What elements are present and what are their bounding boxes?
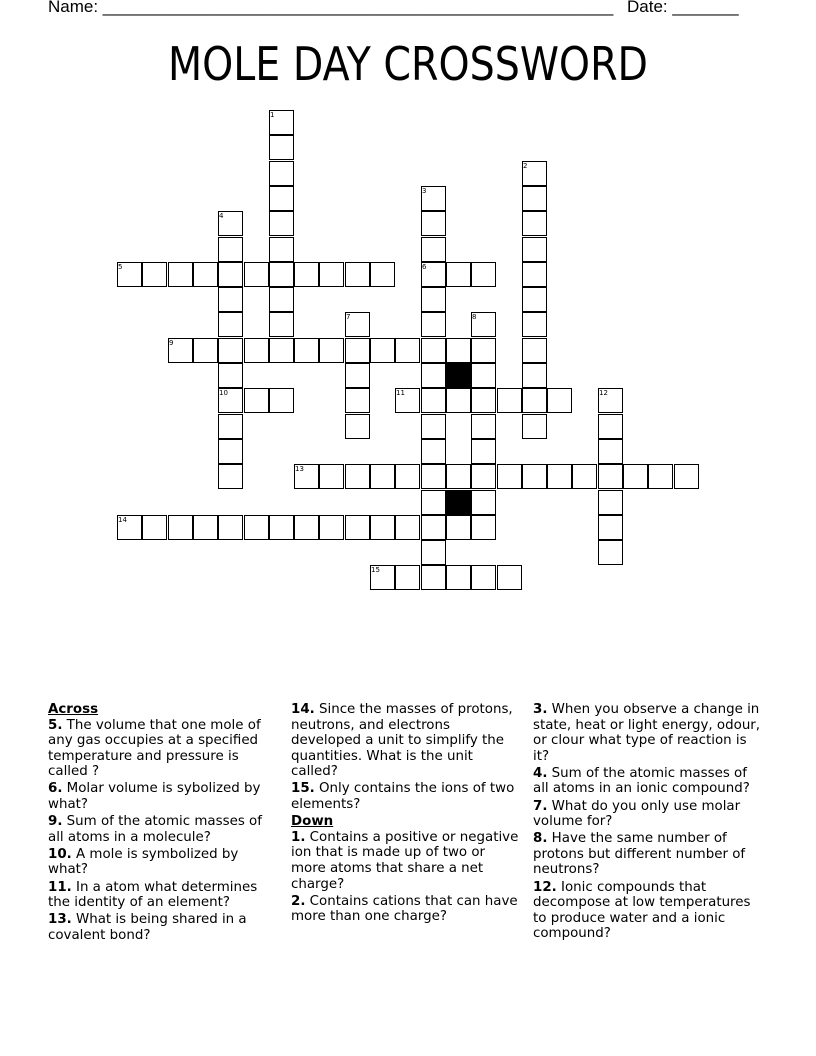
clue-number-label: 8 xyxy=(472,313,477,321)
grid-cell[interactable] xyxy=(497,388,522,413)
clue-text: Contains cations that can have more than one charge? xyxy=(291,893,518,925)
grid-cell[interactable] xyxy=(598,414,623,439)
clue-text: What is being shared in a covalent bond? xyxy=(48,912,247,943)
grid-cell[interactable] xyxy=(269,515,294,540)
grid-cell[interactable] xyxy=(218,287,243,312)
clue-number-label: 3 xyxy=(422,187,427,195)
grid-cell[interactable] xyxy=(598,490,623,515)
grid-cell[interactable] xyxy=(497,565,522,590)
grid-cell[interactable] xyxy=(421,211,446,236)
grid-cell[interactable] xyxy=(244,338,269,363)
grid-cell[interactable] xyxy=(142,515,167,540)
grid-cell[interactable] xyxy=(598,439,623,464)
clue-text: The volume that one mole of any gas occupies at a specified temperature and pressure is called ? xyxy=(48,717,261,780)
grid-cell[interactable] xyxy=(623,464,648,489)
clue-number-label: 13 xyxy=(295,465,304,473)
clue-text: In a atom what determines the identity of an element? xyxy=(48,879,258,911)
grid-cell[interactable] xyxy=(294,515,319,540)
clue-number: 13. xyxy=(48,912,72,928)
date-field[interactable]: Date: _______ xyxy=(627,0,739,16)
clue-text: Sum of the atomic masses of all atoms in an ionic compound? xyxy=(533,765,750,797)
clue-down-3 xyxy=(533,702,765,764)
grid-cell[interactable] xyxy=(522,414,547,439)
grid-cell[interactable] xyxy=(117,515,142,540)
grid-cell[interactable] xyxy=(446,338,471,363)
grid-cell[interactable] xyxy=(421,363,446,388)
grid-cell[interactable] xyxy=(218,262,243,287)
grid-cell[interactable] xyxy=(471,262,496,287)
clue-text: Molar volume is sybolized by what? xyxy=(48,781,261,813)
grid-cell[interactable] xyxy=(648,464,673,489)
grid-cell[interactable] xyxy=(421,262,446,287)
clue-across-9 xyxy=(48,814,280,845)
grid-cell[interactable] xyxy=(319,464,344,489)
grid-cell[interactable] xyxy=(269,110,294,135)
blocked-cell xyxy=(446,490,471,515)
clue-number: 1. xyxy=(291,829,306,845)
grid-cell[interactable] xyxy=(294,338,319,363)
grid-cell[interactable] xyxy=(218,312,243,337)
grid-cell[interactable] xyxy=(446,565,471,590)
grid-cell[interactable] xyxy=(244,515,269,540)
clue-number-label: 6 xyxy=(422,263,427,271)
grid-cell[interactable] xyxy=(421,186,446,211)
grid-cell[interactable] xyxy=(471,439,496,464)
grid-cell[interactable] xyxy=(345,363,370,388)
grid-cell[interactable] xyxy=(269,338,294,363)
clue-number-label: 2 xyxy=(523,162,528,170)
clue-text: Since the masses of protons, neutrons, and electrons developed a unit to simplify the quantities. What is the unit called? xyxy=(291,702,513,780)
grid-cell[interactable] xyxy=(218,439,243,464)
grid-cell[interactable] xyxy=(345,262,370,287)
grid-cell[interactable] xyxy=(522,287,547,312)
grid-cell[interactable] xyxy=(193,515,218,540)
grid-cell[interactable] xyxy=(142,262,167,287)
clue-number-label: 7 xyxy=(346,313,351,321)
grid-cell[interactable] xyxy=(572,464,597,489)
grid-cell[interactable] xyxy=(269,388,294,413)
grid-cell[interactable] xyxy=(446,464,471,489)
grid-cell[interactable] xyxy=(598,464,623,489)
grid-cell[interactable] xyxy=(395,515,420,540)
grid-cell[interactable] xyxy=(471,565,496,590)
clue-across-11 xyxy=(48,880,280,911)
grid-cell[interactable] xyxy=(345,338,370,363)
grid-cell[interactable] xyxy=(218,388,243,413)
grid-cell[interactable] xyxy=(395,388,420,413)
clue-text: Ionic compounds that decompose at low temperatures to produce water and a ionic compound? xyxy=(533,879,751,942)
clue-text: Only contains the ions of two elements? xyxy=(291,781,515,813)
grid-cell[interactable] xyxy=(269,186,294,211)
clue-number: 10. xyxy=(48,846,72,862)
grid-cell[interactable] xyxy=(370,515,395,540)
clue-across-6 xyxy=(48,781,280,812)
clue-number-label: 11 xyxy=(396,389,405,397)
grid-cell[interactable] xyxy=(522,211,547,236)
clue-column-1 xyxy=(48,702,280,945)
clue-number: 4. xyxy=(533,765,548,781)
grid-cell[interactable] xyxy=(168,262,193,287)
clue-number-label: 5 xyxy=(118,263,123,271)
grid-cell[interactable] xyxy=(421,439,446,464)
grid-cell[interactable] xyxy=(522,186,547,211)
grid-cell[interactable] xyxy=(395,464,420,489)
grid-cell[interactable] xyxy=(598,515,623,540)
clue-number: 15. xyxy=(291,781,315,797)
grid-cell[interactable] xyxy=(395,565,420,590)
name-field[interactable]: Name: ______________________________________________________ xyxy=(48,0,614,16)
grid-cell[interactable] xyxy=(370,464,395,489)
blocked-cell xyxy=(446,363,471,388)
grid-cell[interactable] xyxy=(547,388,572,413)
clue-number: 5. xyxy=(48,717,63,733)
grid-cell[interactable] xyxy=(674,464,699,489)
clue-number: 9. xyxy=(48,814,63,830)
clue-down-1 xyxy=(291,830,523,892)
grid-cell[interactable] xyxy=(522,237,547,262)
down-heading: Down xyxy=(291,814,334,830)
clue-number-label: 15 xyxy=(371,566,380,574)
grid-cell[interactable] xyxy=(598,540,623,565)
grid-cell[interactable] xyxy=(370,565,395,590)
clue-number-label: 9 xyxy=(169,339,174,347)
clue-number-label: 12 xyxy=(599,389,608,397)
grid-cell[interactable] xyxy=(471,515,496,540)
clue-number: 14. xyxy=(291,702,315,717)
grid-cell[interactable] xyxy=(269,287,294,312)
grid-cell[interactable] xyxy=(370,338,395,363)
grid-cell[interactable] xyxy=(471,464,496,489)
grid-cell[interactable] xyxy=(421,338,446,363)
grid-cell[interactable] xyxy=(421,565,446,590)
clue-number-label: 10 xyxy=(219,389,228,397)
grid-cell[interactable] xyxy=(294,464,319,489)
clue-number-label: 1 xyxy=(270,111,275,119)
grid-cell[interactable] xyxy=(471,388,496,413)
grid-cell[interactable] xyxy=(471,363,496,388)
grid-cell[interactable] xyxy=(421,414,446,439)
across-heading: Across xyxy=(48,702,99,717)
grid-cell[interactable] xyxy=(218,237,243,262)
clue-text: Have the same number of protons but different number of neutrons? xyxy=(533,831,746,878)
grid-cell[interactable] xyxy=(168,515,193,540)
grid-cell[interactable] xyxy=(522,161,547,186)
clue-number: 7. xyxy=(533,798,548,814)
clue-across-14 xyxy=(291,702,523,780)
clue-down-2 xyxy=(291,894,523,925)
grid-cell[interactable] xyxy=(269,161,294,186)
clue-number: 12. xyxy=(533,879,557,895)
clue-down-8 xyxy=(533,831,765,878)
grid-cell[interactable] xyxy=(269,237,294,262)
grid-cell[interactable] xyxy=(345,464,370,489)
grid-cell[interactable] xyxy=(421,515,446,540)
grid-cell[interactable] xyxy=(370,262,395,287)
grid-cell[interactable] xyxy=(421,312,446,337)
grid-cell[interactable] xyxy=(319,515,344,540)
page-title: MOLE DAY CROSSWORD xyxy=(167,37,649,91)
clue-number: 11. xyxy=(48,879,72,895)
clue-across-13 xyxy=(48,912,280,943)
grid-cell[interactable] xyxy=(471,414,496,439)
grid-cell[interactable] xyxy=(345,515,370,540)
clue-text: Sum of the atomic masses of all atoms in a molecule? xyxy=(48,814,262,845)
grid-cell[interactable] xyxy=(522,312,547,337)
clue-text: What do you only use molar volume for? xyxy=(533,798,741,830)
grid-cell[interactable] xyxy=(345,312,370,337)
grid-cell[interactable] xyxy=(117,262,142,287)
clue-across-10 xyxy=(48,847,280,878)
grid-cell[interactable] xyxy=(471,338,496,363)
clue-number: 3. xyxy=(533,702,548,717)
grid-cell[interactable] xyxy=(446,388,471,413)
clue-down-7 xyxy=(533,799,765,830)
grid-cell[interactable] xyxy=(218,414,243,439)
grid-cell[interactable] xyxy=(522,262,547,287)
clue-down-12 xyxy=(533,880,765,942)
clue-across-15 xyxy=(291,781,523,812)
grid-cell[interactable] xyxy=(294,262,319,287)
grid-cell[interactable] xyxy=(319,338,344,363)
grid-cell[interactable] xyxy=(421,388,446,413)
grid-cell[interactable] xyxy=(522,464,547,489)
grid-cell[interactable] xyxy=(395,338,420,363)
clue-number: 6. xyxy=(48,781,63,797)
grid-cell[interactable] xyxy=(218,363,243,388)
clue-text: Contains a positive or negative ion that is made up of two or more atoms that share a net charge? xyxy=(291,829,519,892)
clue-number-label: 14 xyxy=(118,516,127,524)
grid-cell[interactable] xyxy=(269,135,294,160)
grid-cell[interactable] xyxy=(522,363,547,388)
grid-cell[interactable] xyxy=(421,490,446,515)
grid-cell[interactable] xyxy=(471,490,496,515)
grid-cell[interactable] xyxy=(446,262,471,287)
grid-cell[interactable] xyxy=(218,515,243,540)
grid-cell[interactable] xyxy=(269,312,294,337)
grid-cell[interactable] xyxy=(193,262,218,287)
clue-column-3 xyxy=(533,702,765,943)
grid-cell[interactable] xyxy=(218,464,243,489)
clue-number: 8. xyxy=(533,831,548,847)
clue-text: A mole is symbolized by what? xyxy=(48,846,239,878)
clue-number-label: 4 xyxy=(219,212,224,220)
grid-cell[interactable] xyxy=(193,338,218,363)
grid-cell[interactable] xyxy=(345,388,370,413)
grid-cell[interactable] xyxy=(421,237,446,262)
clue-column-2 xyxy=(291,702,523,926)
grid-cell[interactable] xyxy=(522,388,547,413)
grid-cell[interactable] xyxy=(471,312,496,337)
grid-cell[interactable] xyxy=(218,211,243,236)
grid-cell[interactable] xyxy=(547,464,572,489)
grid-cell[interactable] xyxy=(522,338,547,363)
clue-number: 2. xyxy=(291,893,306,909)
grid-cell[interactable] xyxy=(218,338,243,363)
grid-cell[interactable] xyxy=(421,464,446,489)
clue-text: When you observe a change in state, heat or light energy, odour, or clour what type of reaction is it? xyxy=(533,702,761,764)
grid-cell[interactable] xyxy=(421,287,446,312)
grid-cell[interactable] xyxy=(319,262,344,287)
grid-cell[interactable] xyxy=(269,211,294,236)
grid-cell[interactable] xyxy=(244,262,269,287)
grid-cell[interactable] xyxy=(244,388,269,413)
grid-cell[interactable] xyxy=(497,464,522,489)
grid-cell[interactable] xyxy=(168,338,193,363)
grid-cell[interactable] xyxy=(598,388,623,413)
grid-cell[interactable] xyxy=(446,515,471,540)
grid-cell[interactable] xyxy=(421,540,446,565)
grid-cell[interactable] xyxy=(269,262,294,287)
clue-across-5 xyxy=(48,718,280,780)
clue-down-4 xyxy=(533,766,765,797)
grid-cell[interactable] xyxy=(345,414,370,439)
